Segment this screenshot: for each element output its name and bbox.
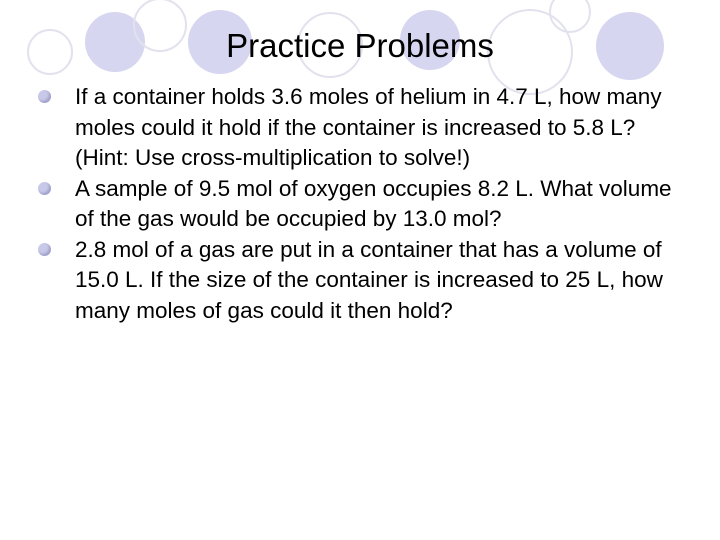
bullet-dot-icon (38, 90, 51, 103)
bullet-item-helium (38, 82, 693, 174)
bullet-text: A sample of 9.5 mol of oxygen occupies 8.2 L. What volume of the gas would be occupied by 13.0 mol? (75, 175, 672, 231)
slide-title: Practice Problems (226, 27, 494, 64)
bullet-dot-icon (38, 182, 51, 195)
bullet-item-oxygen (38, 174, 693, 235)
bullet-dot-icon (38, 243, 51, 256)
bullet-text: If a container holds 3.6 moles of helium in 4.7 L, how many moles could it hold if the container is increased to 5.8 L? (Hint: Use cross-multiplication to solve!) (75, 84, 662, 170)
bullet-item-container (38, 235, 693, 327)
bullet-text: 2.8 mol of a gas are put in a container that has a volume of 15.0 L. If the size of the container is increased to 25 L, how many moles of gas could it then hold? (75, 236, 663, 323)
bullet-list (38, 82, 693, 326)
